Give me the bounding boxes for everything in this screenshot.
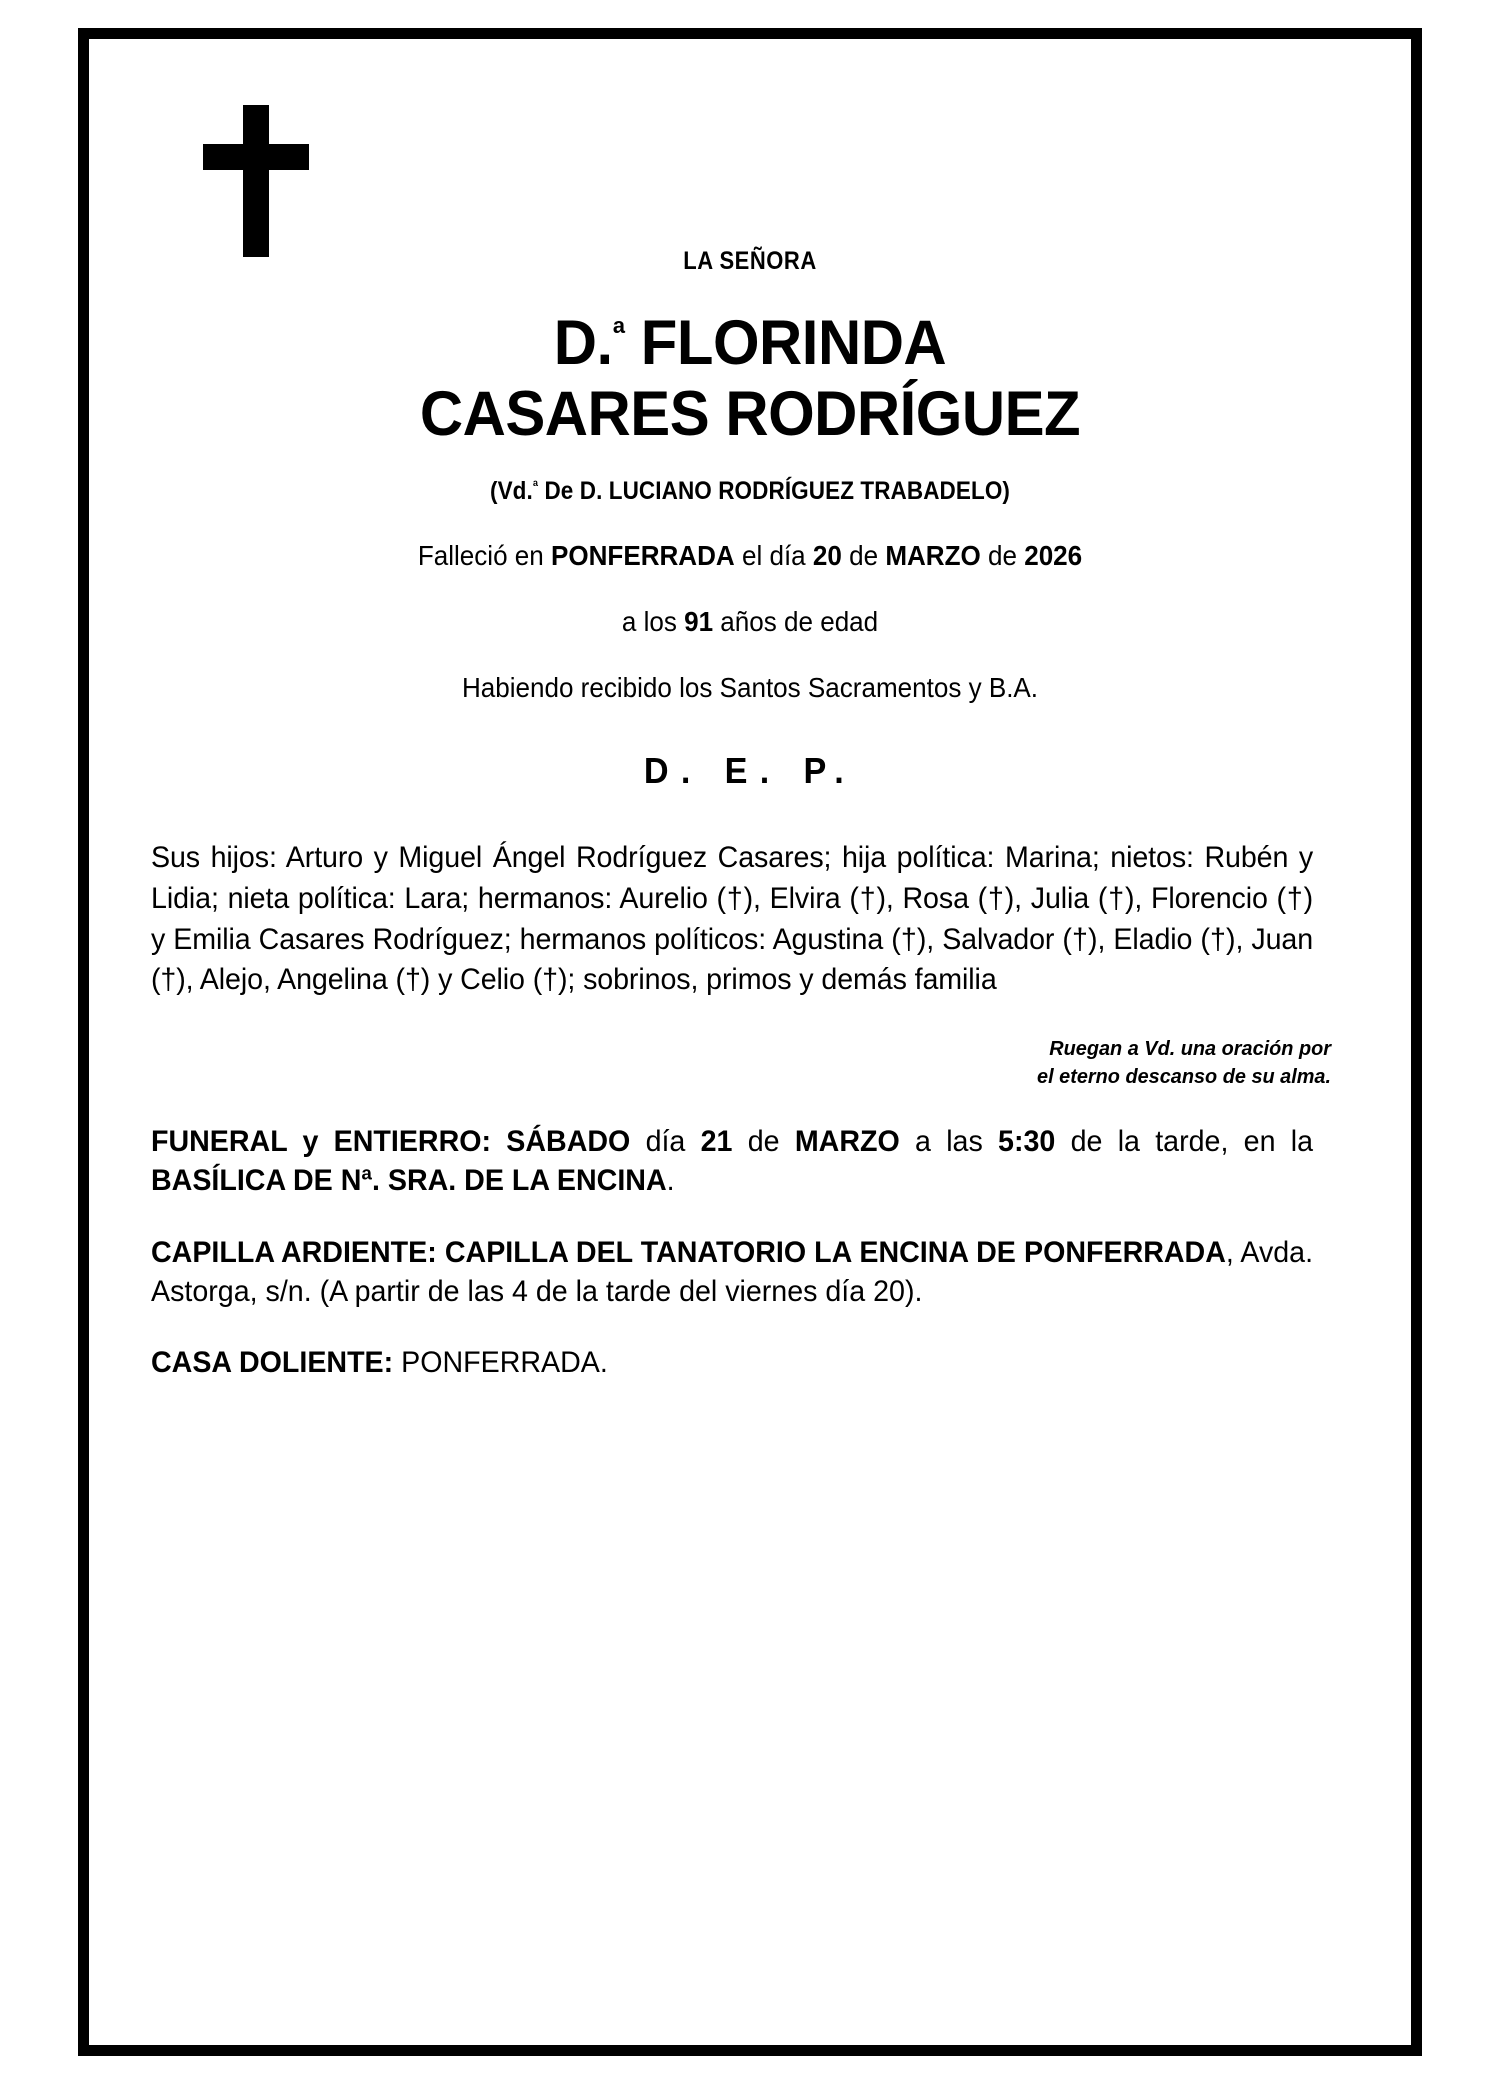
latin-cross-icon (203, 105, 309, 257)
mourning-house-label: CASA DOLIENTE: (151, 1346, 394, 1380)
sacraments-line: Habiendo recibido los Santos Sacramentos y B.A. (461, 672, 1039, 704)
notice-border-frame (78, 28, 1422, 2056)
death-month: MARZO (885, 540, 981, 572)
chapel-details (151, 1233, 1313, 1311)
spouse-rest: De D. LUCIANO RODRÍGUEZ TRABADELO) (538, 477, 1011, 506)
funeral-day: 21 (700, 1125, 733, 1159)
deceased-name-line1 (181, 308, 1319, 379)
mourning-house-details (151, 1343, 1313, 1382)
name-ordinal-sup: ª (612, 314, 625, 354)
cross-horizontal-bar (203, 144, 309, 170)
funeral-mid4: de la tarde, en la (1055, 1125, 1314, 1159)
prayer-line2: el eterno descanso de su alma. (1037, 1064, 1332, 1088)
prayer-request (169, 1035, 1331, 1090)
chapel-label: CAPILLA ARDIENTE: (151, 1235, 437, 1269)
family-paragraph: Sus hijos: Arturo y Miguel Ángel Rodríguez Casares; hija política: Marina; nietos: Rubén y Lidia; nieta política: Lara; hermanos: Aurelio (†), Elvira (†), Rosa (†), Julia (†), Florencio (†) y Emilia Casares Rodríguez; hermanos políticos: Agustina (†), Salvador (†), Eladio (†), Juan (†), Alejo, Angelina (†) y Celio (†); sobrinos, primos y demás familia (151, 841, 1314, 997)
cross-vertical-bar (243, 105, 269, 257)
spouse-line (211, 477, 1289, 506)
deceased-name (181, 308, 1319, 449)
death-mid1: el día (734, 540, 813, 572)
cross-area (151, 95, 1349, 263)
age-line (193, 606, 1307, 638)
dep-line: D. E. P. (643, 750, 857, 792)
death-mid2: de (841, 540, 886, 572)
death-prefix: Falleció en (417, 540, 551, 572)
chapel-venue: CAPILLA DEL TANATORIO LA ENCINA DE PONFERRADA (436, 1235, 1226, 1269)
death-year: 2026 (1024, 540, 1083, 572)
honorific-label: LA SEÑORA (683, 247, 817, 275)
funeral-month: MARZO (794, 1125, 900, 1159)
death-place: PONFERRADA (550, 540, 735, 572)
funeral-venue: BASÍLICA DE Nª. SRA. DE LA ENCINA (151, 1164, 667, 1198)
mourning-house-value: PONFERRADA. (393, 1346, 608, 1380)
funeral-details (151, 1122, 1313, 1200)
name-given: FLORINDA (624, 308, 947, 378)
age-value: 91 (684, 606, 714, 638)
prayer-line1: Ruegan a Vd. una oración por (1049, 1036, 1332, 1060)
funeral-end: . (666, 1164, 675, 1198)
funeral-mid3: a las (899, 1125, 999, 1159)
chapel-address: , Avda. Astorga, s/n. (A partir de las 4 de la tarde del viernes día 20). (151, 1235, 1314, 1308)
funeral-time: 5:30 (998, 1125, 1056, 1159)
death-mid3: de (980, 540, 1025, 572)
death-day: 20 (812, 540, 842, 572)
name-prefix: D. (553, 308, 613, 378)
header-block (151, 247, 1349, 792)
funeral-mid1: día (630, 1125, 701, 1159)
funeral-weekday: SÁBADO (491, 1125, 631, 1159)
spouse-ordinal-sup: ª (532, 478, 539, 496)
death-line (193, 540, 1307, 572)
funeral-label: FUNERAL y ENTIERRO: (151, 1125, 492, 1159)
spouse-prefix: (Vd. (489, 477, 533, 506)
deceased-name-line2: CASARES RODRÍGUEZ (419, 378, 1081, 449)
age-suffix: años de edad (713, 606, 879, 638)
notice-content (89, 39, 1411, 2045)
funeral-mid2: de (732, 1125, 795, 1159)
age-prefix: a los (621, 606, 685, 638)
